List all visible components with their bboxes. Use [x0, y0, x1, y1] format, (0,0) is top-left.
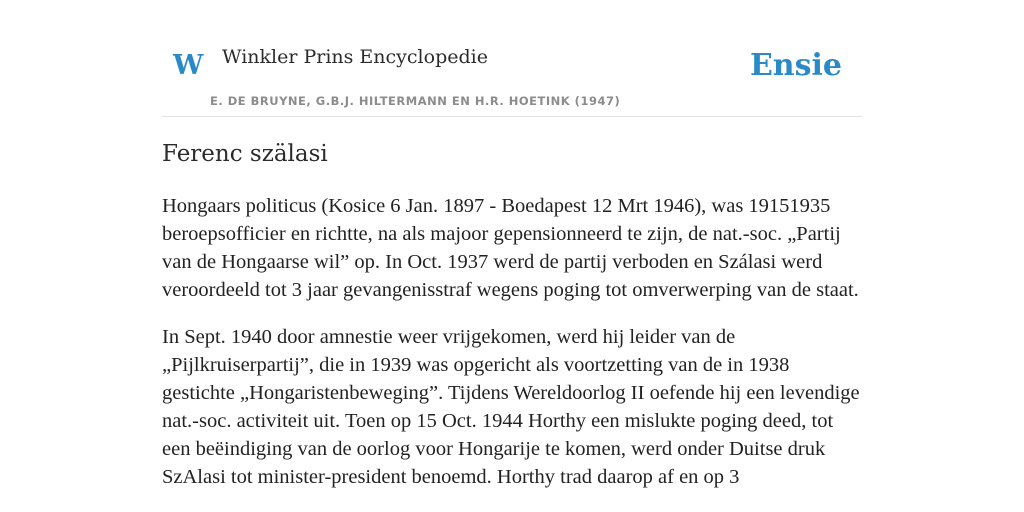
article-paragraph: In Sept. 1940 door amnestie weer vrijgekomen, werd hij leider van de „Pijlkruiserpartij”, die in 1939 was opgericht als voortzetting van de in 1938 gestichte „Hongaristenbeweging”. Tijdens Wereldoorlog II oefende hij een levendige nat.-soc. activiteit uit. Toen op 15 Oct. 1944 Horthy een mislukte poging deed, tot een beëindiging van de oorlog voor Hongarije te komen, werd onder Duitse druk SzAlasi tot minister-president benoemd. Horthy trad daarop af en op 3 [162, 326, 860, 488]
source-title-link[interactable]: Winkler Prins Encyclopedie [222, 46, 488, 68]
ensie-logo-link[interactable]: Ensie [749, 48, 842, 83]
source-authors: E. DE BRUYNE, G.B.J. HILTERMANN EN H.R. HOETINK (1947) [210, 94, 621, 108]
source-logo-icon[interactable]: W [173, 50, 204, 81]
article-paragraph: Hongaars politicus (Kosice 6 Jan. 1897 - Boedapest 12 Mrt 1946), was 19151935 beroepsofficier en richtte, na als majoor gepensionneerd te zijn, de nat.-soc. „Partij van de Hongaarse wil” op. In Oct. 1937 werd de partij verboden en Szálasi werd veroordeeld tot 3 jaar gevangenisstraf wegens poging tot omverwerping van de staat. [162, 195, 859, 301]
article-body [162, 192, 862, 510]
source-header [162, 0, 862, 117]
article-title: Ferenc szälasi [162, 141, 328, 167]
